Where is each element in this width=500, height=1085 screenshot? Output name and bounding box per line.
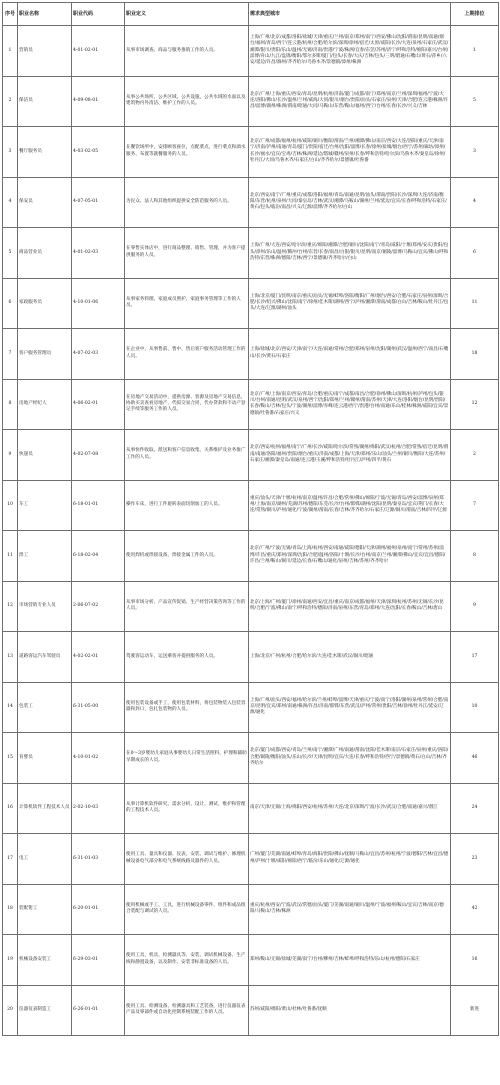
row-last-rank: 4 [451,177,499,228]
table-row [3,531,499,582]
row-last-rank: 18 [451,329,499,380]
row-name: 快递员 [18,430,72,481]
row-last-rank: 23 [451,834,499,885]
row-definition: 使用工具、量具和仪器、仪表，安装、调试与维护、修理机械设备电气部分和电气系统线路及器件的人员。 [125,834,249,885]
row-last-rank: 5 [451,76,499,127]
row-code: 6-18-02-04 [72,531,125,582]
table-row [3,228,499,279]
table-row [3,127,499,178]
row-no: 18 [3,884,18,935]
header-no: 序号 [3,3,18,26]
table-body [3,26,499,1036]
table-row [3,733,499,784]
row-name: 保安员 [18,177,72,228]
row-last-rank: 1 [451,26,499,77]
row-code: 6-20-01-01 [72,884,125,935]
row-last-rank: 新进 [451,985,499,1036]
row-definition: 操作车床，进行工件旋转表面切削加工的人员。 [125,480,249,531]
row-name: 餐厅服务员 [18,127,72,178]
row-code: 4-02-02-01 [72,632,125,683]
table-row [3,834,499,885]
row-last-rank: 6 [451,228,499,279]
row-code: 4-02-07-08 [72,430,125,481]
row-code: 2-02-10-03 [72,783,125,834]
row-name: 仪器仪表制造工 [18,985,72,1036]
row-no: 14 [3,682,18,733]
row-no: 8 [3,379,18,430]
row-code: 6-29-03-01 [72,935,125,986]
row-definition: 为民众、法人和其他组织提供安全防范服务的人员。 [125,177,249,228]
table-row [3,76,499,127]
row-definition: 从事计算机软件研究、需求分析、设计、测试、维护和管理的工程技术人员。 [125,783,249,834]
row-code: 4-07-05-01 [72,177,125,228]
row-no: 4 [3,177,18,228]
row-cities: 北京/西安/杭州/福州/南宁/广州/长沙/咸阳/哈尔滨/常熟/湖州/绵阳/武汉/杭州/合肥/常熟/宿迁/昆明/渭南/南通/洛阳/福州/贵阳/烟台/重庆/济南/成都/上海/天津/郑州/乐山/汕头/兰州/铜川/衡阳/大连/苏州/石家庄/湘潭/秦皇岛/南通/连云港/玉溪/呼和浩特/牡丹江/泸州/四平/黄石 [249,430,451,481]
table-row [3,480,499,531]
row-cities: 北京/厦门/成都/西安/青岛/兰州/南宁/湘潭/广州/南通/渭南/沈阳/佳木斯/南京/石家庄/泉州/重庆/洛阳/合肥/铜陵/衡阳/汕头/乐山/长沙/天津/昆明/宜宾/大连/长春/呼和浩特/西宁/景德镇/黄石/白山/吉林/齐齐哈尔 [249,733,451,784]
row-code: 6-18-01-01 [72,480,125,531]
row-definition: 使用工具、机具、检测器具等，安装、调试机械设备、生产线和静置设备，以及制作、安装非标准设备的人员。 [125,935,249,986]
row-no: 2 [3,76,18,127]
row-name: 装配钳工 [18,884,72,935]
row-cities: 南京/天津/无锡/上海/绵阳/西安/杭州/苏州/大连/北京/深圳/宁波/长沙/武汉/合肥/南通/嘉兴/潜江 [249,783,451,834]
row-name: 商品营业员 [18,228,72,279]
header-definition: 职业定义 [125,3,249,26]
row-no: 19 [3,935,18,986]
row-cities: 北京/西安/南宁/广州/重庆/成都/洛阳/福州/青岛/南通/昆明/汕头/渭南/贵阳/长沙/深圳/大连/济南/衡阳/东营/杭州/泉州/大同/秦皇岛/吉林/武汉/湘潭/马鞍山/湖州/兰州/延边/宜宾/长春/呼和浩特/石家庄/黄石/包头/临汾/南昌/兴义/辽源/淄博/齐齐哈尔/白山 [249,177,451,228]
table-row [3,329,499,380]
row-cities: 北京/广州/成都/福州/杭州/咸阳/铜川/衡阳/渭南/兰州/湘潭/佛山/南京/西安/大连/洛阳/重庆/天津/南宁/济南/泸州/南通/青岛/厦门/贵阳/宿迁/台州/沈阳/淄博/长春/徐州/盐城/烟台/西宁/苏州/廊坊/漳州/长沙/丽水/宜宾/宝鸡/吉林/株洲/延边/塔城/赣州/泉州/长春/呼和浩特/哈尔滨/乌鲁木齐/秦皇岛/徐州/牡丹江/大同/乌鲁木齐/石家庄/白山/齐齐哈尔/景德镇/吐鲁番 [249,127,451,178]
row-cities: 苏州/咸阳/绵阳/黄山/杜林/吐鲁番/抚顺 [249,985,451,1036]
header-last-rank: 上期排位 [451,3,499,26]
table-row [3,985,499,1036]
row-cities: 北京/广州/上海/南京/西安/青岛/合肥/重庆/南宁/成都/南昌/合肥/徐州/佛山/深圳/杭州/泸州/包头/银川/台州/南通/昆明/武汉/泉州/西宁/沈阳/郑州/兰州/赣州/渭南/苏州/天津/大连/洛阳/烟台/昆明/贵阳/长春/鞍山/吉林/包头/宁波/湖州/淄博/赤峰/连云港/西宁/贵港/台州/南通/乐山/桂林/株洲/咸阳/宜宾/景德镇/吐鲁番/石家庄/兴义 [249,379,451,430]
row-last-rank: 17 [451,632,499,683]
row-last-rank: 9 [451,581,499,632]
row-last-rank: 8 [451,531,499,582]
row-definition: 从事市场调查、商品与服务推销工作的人员。 [125,26,249,77]
row-definition: 使用包装设备或手工，使用包装材料，将包装物装入包装容器和封口，包扎包装物的人员。 [125,682,249,733]
row-code: 6-31-01-03 [72,834,125,885]
table-row [3,177,499,228]
row-code: 2-06-07-02 [72,581,125,632]
row-definition: 从事公共场所、公共区域、公共设施、公共水域的水面以及建筑物内外清洁、维护工作的人员。 [125,76,249,127]
row-last-rank: 12 [451,379,499,430]
row-name: 育婴员 [18,733,72,784]
table-row [3,884,499,935]
row-last-rank: 7 [451,480,499,531]
row-code: 4-01-02-03 [72,228,125,279]
row-cities: 郑州/鞍山/无锡/盐城/芜湖/南宁/台州/柳州/吉林/蚌埠/呼和浩特/乐山/杭州/德阳/石家庄 [249,935,451,986]
row-cities: 重庆/汕头/天津/十堰/杭州/南京/温州/许昌/合肥/常州/佛山/绵阳/宁波/无锡/青岛/西安/淄博/泉州/郑州/上海/南京/湖州/芜湖/苏州/德阳/东莞/长沙/台州/邯郸/湖州/沈阳/昆明/秦皇岛/宜宾/荆门/长春/大连/常熟/铜川/泸州/通化/宁波/湖州/渭南/长春/吉林/齐齐哈尔/石家庄/辽源/铜川/渭南/吉林/四平/辽源 [249,480,451,531]
table-row [3,581,499,632]
row-no: 7 [3,329,18,380]
row-no: 20 [3,985,18,1036]
row-last-rank: 11 [451,278,499,329]
row-no: 12 [3,581,18,632]
row-definition: 在0～3岁婴幼儿家庭从事婴幼儿日常生活照料、护理和辅助早期成长的人员。 [125,733,249,784]
row-cities: 重庆/杭州/西安/宁波/武汉/常德/汕头/厦门/芜湖/南通/铜川/温州/宁波/福州/鞍山/宜宾/吉林/南京/德阳/马鞍山/吉林/株洲 [249,884,451,935]
row-name: 包装工 [18,682,72,733]
header-row [3,3,499,26]
row-code: 4-10-01-02 [72,733,125,784]
table-row [3,26,499,77]
row-cities: 上海/广州/北京/成都/洛阳/盐城/天津/重庆/兰州/南京/郑州/南宁/西安/佛山/沈阳/渭南/昆明/南通/烟台/福州/青岛/西宁/连云港/杭州/合肥/哈尔滨/深圳/徐州/宿迁/太原/咸阳/长沙/大连/泉州/石家庄/武汉/湘潭/银川/贵阳/乐山/温州/无锡/济南/贵港/宁波/株洲/宜春/东莞/苏州/济宁/呼和浩特/绵阳/嘉兴/台州/淄博/舟山/九江/盘锦/衡阳/鄂尔多斯/厦门/包头/长春/大庆/吉林/包头/三明/昭通/石嘴山/黄石/萍乡/六安/延边/许昌/滁州/齐齐哈尔/乌鲁木齐/景德镇/漳州/株洲 [249,26,451,77]
row-name: 车工 [18,480,72,531]
row-cities: 广州/厦门/芜湖/南通/蚌埠/青岛/海阳/贵阳/佛山/抚顺/马鞍山/宜昌/苏州/杭州/宁波/德阳/吉林/宜昌/德州/泸州/十堰/咸阳/绵阳/西宁/临汾/乐山/通化/辽源/通化 [249,834,451,885]
row-last-rank: 42 [451,884,499,935]
row-code: 6-26-01-01 [72,985,125,1036]
row-last-rank: 46 [451,733,499,784]
row-definition: 使用焊机或焊接设备，焊接金属工件的人员。 [125,531,249,582]
row-code: 4-01-02-01 [72,26,125,77]
row-no: 10 [3,480,18,531]
row-no: 13 [3,632,18,683]
row-code: 4-09-08-01 [72,76,125,127]
row-no: 16 [3,783,18,834]
row-no: 3 [3,127,18,178]
row-last-rank: 16 [451,935,499,986]
row-no: 11 [3,531,18,582]
row-definition: 在零售实体店中，进行商品整理、销售、管理，并为客户提供服务的人员。 [125,228,249,279]
header-name: 职业名称 [18,3,72,26]
row-code: 4-06-02-01 [72,379,125,430]
table-row [3,632,499,683]
row-code: 6-31-05-00 [72,682,125,733]
row-no: 6 [3,278,18,329]
row-last-rank: 2 [451,430,499,481]
row-name: 道路客运汽车驾驶员 [18,632,72,683]
row-last-rank: 24 [451,783,499,834]
row-name: 市场营销专业人员 [18,581,72,632]
row-definition: 从事快件收取、派送和客户信息收集、关系维护及业务推广工作的人员。 [125,430,249,481]
table-row [3,430,499,481]
header-cities: 需求典型城市 [249,3,451,26]
row-definition: 从事家务料理、家庭成员照护、家庭事务管理等工作的人员。 [125,278,249,329]
row-name: 房地产经纪人 [18,379,72,430]
row-cities: 上海/北京/厦门/昆明/南京/重庆/汕头/无锡/蚌埠/洛阳/衡阳/广州/烟台/西安/合肥/石家庄/泉州/深圳/合肥/长沙/绍兴/佛山/沈阳/南宁/徐州/佳木斯/湖州/西宁/泸州/湘潭/渭南/成都/白山/吉林/鞍山/牡丹江/包头/大连/辽源/湖州/汕头 [249,278,451,329]
row-code: 4-07-02-03 [72,329,125,380]
table-row [3,783,499,834]
row-definition: 在房地产交易活动中，提供房源、客源及房地产交易信息，协助买卖查看房地产，代拟交易合同，代办贷款和不动产登记手续等服务工作的人员。 [125,379,249,430]
table-row [3,935,499,986]
occupation-demand-table [2,2,499,1036]
header-code: 职业代码 [72,3,125,26]
row-name: 机械设备安装工 [18,935,72,986]
row-name: 保洁员 [18,76,72,127]
row-name: 电工 [18,834,72,885]
row-cities: 上海/广州/汕头/西安/福州/哈尔滨/兰州/蚌埠/淄博/天津/重庆/宁波/南宁/洛阳/湖州/泉州/常州/合肥/南京/昆明/宜宾/郑州/南通/株洲/许昌/济南/邯郸/东营/武汉/泸州/常州/贵阳/吉林/徐州/牡丹江/延安/辽源/通化 [249,682,451,733]
row-name: 客户服务管理员 [18,329,72,380]
row-code: 4-10-01-06 [72,278,125,329]
row-last-rank: 3 [451,127,499,178]
row-cities: 上海/广州/大连/西安/哈尔滨/重庆/绵阳/湘潭/合肥/铜川/沈阳/南宁/青岛/咸阳/十堰/郑州/安庆/贵阳/包头/漳州/乐山/温州/腾冲/台州/东营/长春/南昌/白银/银川/昆明/南京/铜陵/淄博/马鞍山/宜宾/佛山/呼和浩特/东营/株洲/德阳/吉林/西宁/景德镇/齐齐哈尔/白山 [249,228,451,279]
row-definition: 使用机械或手工、工具，进行机械设备零件、组件和成品组合装配与调试的人员。 [125,884,249,935]
row-code: 4-03-02-05 [72,127,125,178]
row-name: 家政服务员 [18,278,72,329]
row-name: 焊工 [18,531,72,582]
row-name: 营销员 [18,26,72,77]
row-definition: 在企业中，从事售前、售中、售后客户服务活动管理工作的人员。 [125,329,249,380]
table-row [3,278,499,329]
row-no: 15 [3,733,18,784]
row-last-rank: 10 [451,682,499,733]
row-no: 5 [3,228,18,279]
row-definition: 在餐饮场所中，安排顾客座位，点配菜点，进行菜点和酒水服务、布置等就餐服务的人员。 [125,127,249,178]
row-cities: 上海/盐城/北京/西安/天津/南宁/大连/南通/常州/合肥/郑州/泉州/沈阳/湖州/武汉/温州/西宁/南昌/石嘴山/长沙/黄石/石家庄 [249,329,451,380]
row-name: 计算机软件工程技术人员 [18,783,72,834]
row-cities: 上海/北京/广州/杭州/合肥/哈尔滨/大连/佳木斯/武汉/铜川/昭通 [249,632,451,683]
row-definition: 使用工具、检测设备、检测器具和工艺装备，进行仪器仪表产品及零部件或自动化控制系统装配工作的人员。 [125,985,249,1036]
table-row [3,379,499,430]
row-no: 1 [3,26,18,77]
row-no: 9 [3,430,18,481]
row-cities: 北京/上海/广州/厦门/徐州/南通/西安/宜昌/重庆/南京/成都/福州/天津/深圳/杭州/苏州/无锡/长沙/昆明/合肥/宁波/佛山/南宁/呼和浩特/德阳/济南/泉州/东营/青岛/郑州/大连/沈阳/长春/鞍山/吉林/唐山 [249,581,451,632]
row-definition: 驾驶客运动车，运送乘客并提供服务的人员。 [125,632,249,683]
row-no: 17 [3,834,18,885]
row-definition: 从事市场分析、产品宣传促销、生产经营决策咨询等工作的人员。 [125,581,249,632]
row-cities: 北京/广州/上海/重庆/西安/青岛/昆明/杭州/济南/厦门/成都/南宁/郑州/南京/兰州/深圳/福州/宁波/大连/洛阳/佛山/长沙/温州/兰州/威海/大同/银川/烟台/贵阳/汕头/石家庄/泉州/天津/合肥/连云港/株洲/许昌/淄博/湖州/株洲/渭南/昭通/大同/马鞍山/东营/鞍山/福州/西宁/台州/长春/长沙/兴义/吉林 [249,76,451,127]
row-cities: 北京/广州/宁波/无锡/青岛/上海/杭州/西安/南通/咸阳/德阳/天津/湖州/福州/泉州/南宁/常州/苏州/淄博/许昌/重庆/郑州/深圳/沈阳/合肥/温州/洛阳/十堰/长沙/台州/南京/兰州/湘潭/佛山/宜宾/宜昌/德阳/许昌/兰州/鞍山/铜川/延边/长春/石嘴山/通化/泉州/吉林/苏州/齐齐哈尔 [249,531,451,582]
table-row [3,682,499,733]
